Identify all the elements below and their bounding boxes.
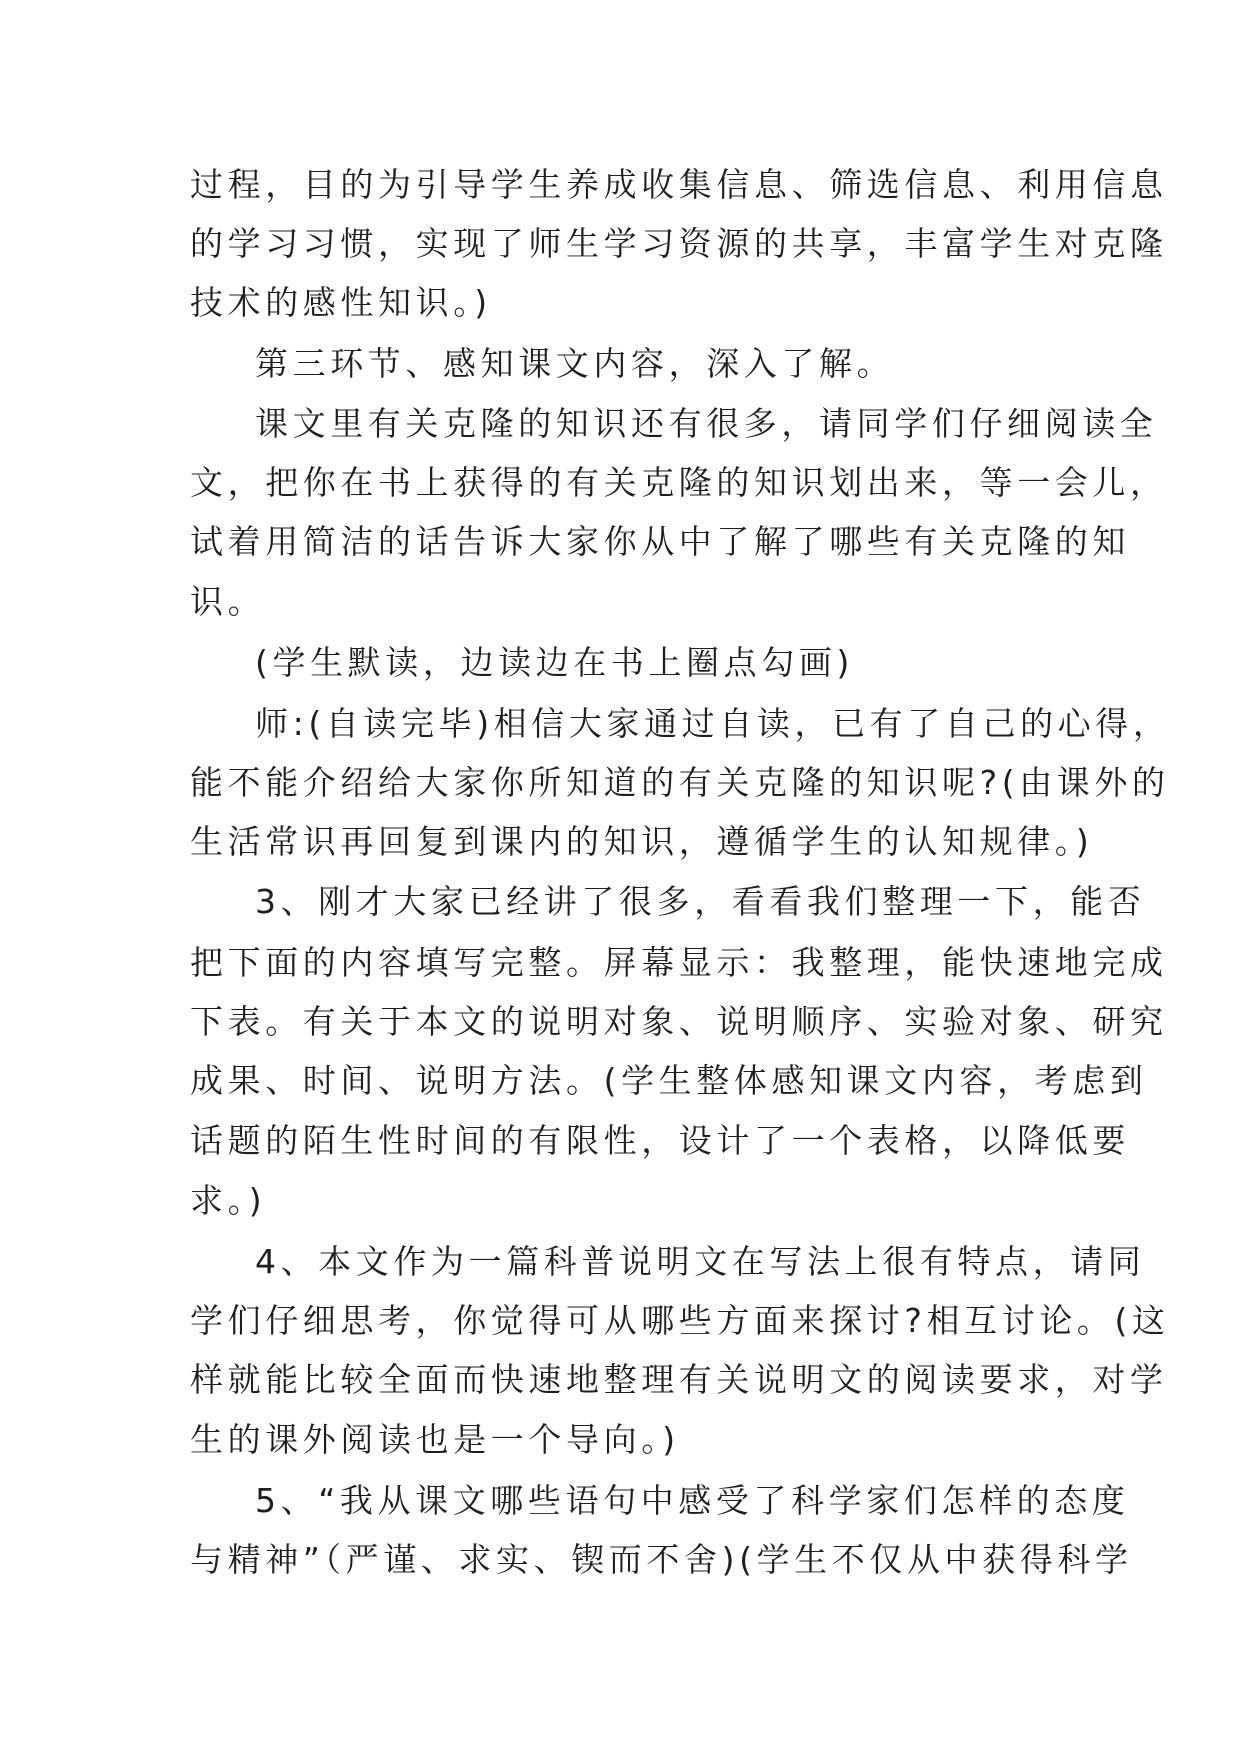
text-line: 技术的感性知识。) xyxy=(190,283,492,322)
text-line: (学生默读，边读边在书上圈点勾画) xyxy=(255,643,854,682)
text-line: 成果、时间、说明方法。(学生整体感知课文内容，考虑到 xyxy=(190,1061,1148,1100)
text-line: 课文里有关克隆的知识还有很多，请同学们仔细阅读全 xyxy=(255,404,1158,443)
text-line: 与精神”（严谨、求实、锲而不舍)(学生不仅从中获得科学 xyxy=(190,1540,1133,1579)
text-line: 试着用简洁的话告诉大家你从中了解了哪些有关克隆的知 xyxy=(190,522,1130,561)
text-line: 第三环节、感知课文内容，深入了解。 xyxy=(255,344,895,383)
text-line: 生活常识再回复到课内的知识，遵循学生的认知规律。) xyxy=(190,822,1094,861)
text-line: 把下面的内容填写完整。屏幕显示：我整理，能快速地完成 xyxy=(190,943,1168,982)
text-line: 5、“我从课文哪些语句中感受了科学家们怎样的态度 xyxy=(255,1481,1130,1520)
text-line: 生的课外阅读也是一个导向。) xyxy=(190,1420,680,1459)
text-line: 学们仔细思考，你觉得可从哪些方面来探讨?相互讨论。(这 xyxy=(190,1301,1170,1340)
text-line: 样就能比较全面而快速地整理有关说明文的阅读要求，对学 xyxy=(190,1360,1168,1399)
text-line: 求。) xyxy=(190,1181,267,1220)
text-line: 4、本文作为一篇科普说明文在写法上很有特点，请同 xyxy=(255,1242,1146,1281)
text-line: 3、刚才大家已经讲了很多，看看我们整理一下，能否 xyxy=(255,882,1146,921)
text-line: 识。 xyxy=(190,582,266,621)
text-line: 文，把你在书上获得的有关克隆的知识划出来，等一会儿， xyxy=(190,463,1168,502)
text-line: 能不能介绍给大家你所知道的有关克隆的知识呢?(由课外的 xyxy=(190,763,1170,802)
text-line: 师:(自读完毕)相信大家通过自读，已有了自己的心得， xyxy=(255,704,1171,743)
text-line: 的学习习惯，实现了师生学习资源的共享，丰富学生对克隆 xyxy=(190,224,1168,263)
text-line: 话题的陌生性时间的有限性，设计了一个表格，以降低要 xyxy=(190,1121,1130,1160)
text-line: 下表。有关于本文的说明对象、说明顺序、实验对象、研究 xyxy=(190,1002,1168,1041)
text-line: 过程，目的为引导学生养成收集信息、筛选信息、利用信息 xyxy=(190,165,1168,204)
